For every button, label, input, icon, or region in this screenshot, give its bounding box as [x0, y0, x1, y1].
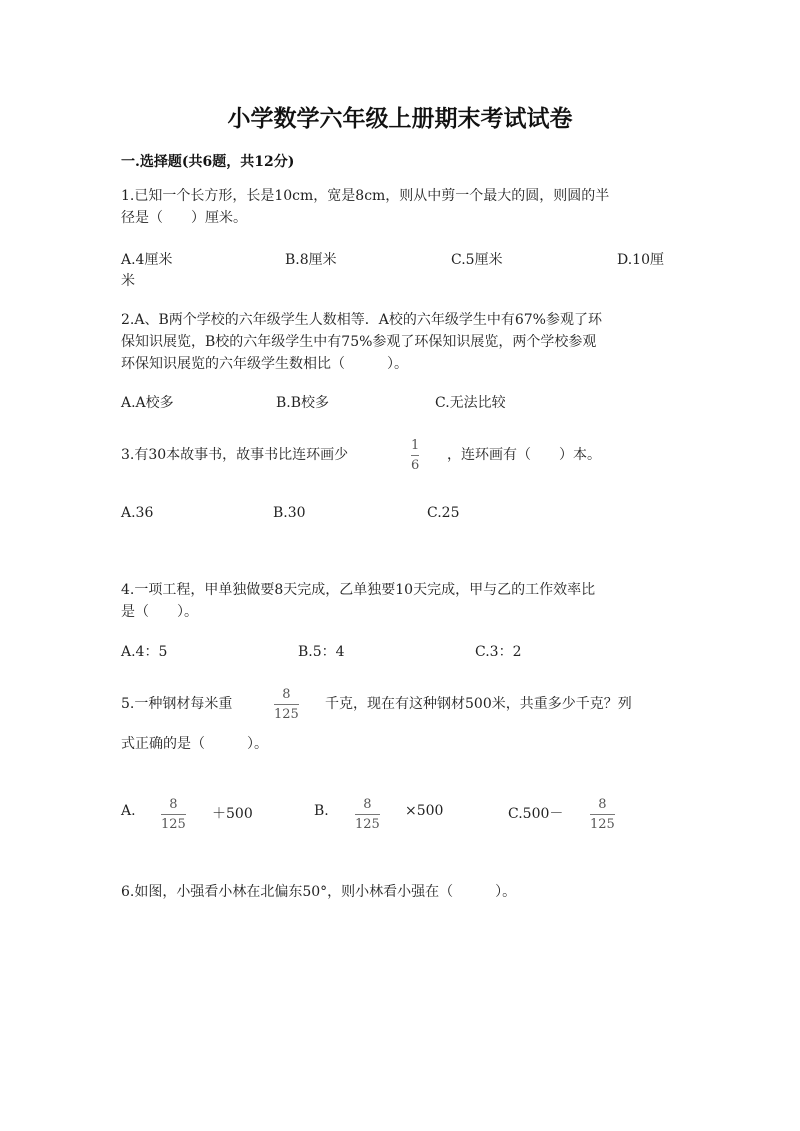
question-5-option-c-fraction	[590, 797, 615, 832]
fraction-bar	[274, 704, 299, 705]
fraction-denominator: 125	[590, 817, 615, 832]
question-5-text-before: 5.一种钢材每米重	[121, 696, 233, 712]
question-3-option-a: A.36	[121, 505, 154, 521]
question-5-text-after: 千克，现在有这种钢材500米，共重多少千克？列	[325, 696, 632, 712]
section-heading: 一.选择题(共6题，共12分)	[121, 154, 295, 170]
question-1-option-b: B.8厘米	[285, 252, 337, 268]
question-1-option-d: D.10厘	[617, 252, 664, 268]
question-4-line-2: 是（ ）。	[121, 604, 198, 620]
fraction-bar	[411, 455, 419, 456]
fraction-denominator: 125	[355, 817, 380, 832]
question-2-line-3: 环保知识展览的六年级学生数相比（ ）。	[121, 356, 408, 372]
question-4-option-a: A.4：5	[121, 644, 168, 660]
fraction-numerator: 8	[282, 687, 291, 702]
question-5-option-a-suffix: ＋500	[212, 806, 253, 822]
question-5-fraction	[274, 687, 299, 722]
question-5-option-a-fraction	[161, 797, 186, 832]
question-1-option-d-wrap: 米	[121, 273, 135, 289]
question-4-option-c: C.3：2	[475, 644, 522, 660]
question-5-option-b-suffix: ×500	[405, 803, 444, 819]
question-2-option-a: A.A校多	[121, 395, 174, 411]
question-3-option-c: C.25	[427, 505, 460, 521]
fraction-numerator: 8	[363, 797, 372, 812]
question-5-option-a-label: A.	[121, 803, 136, 819]
page-title: 小学数学六年级上册期末考试试卷	[227, 105, 573, 132]
question-1-line-2: 径是（ ）厘米。	[121, 210, 247, 226]
question-2-line-1: 2.A、B两个学校的六年级学生人数相等．A校的六年级学生中有67%参观了环	[121, 312, 602, 328]
question-1-line-1: 1.已知一个长方形，长是10cm，宽是8cm，则从中剪一个最大的圆，则圆的半	[121, 188, 610, 204]
question-4-option-b: B.5：4	[298, 644, 345, 660]
fraction-bar	[355, 814, 380, 815]
fraction-denominator: 125	[274, 707, 299, 722]
fraction-denominator: 6	[411, 458, 420, 473]
question-4-line-1: 4.一项工程，甲单独做要8天完成，乙单独要10天完成，甲与乙的工作效率比	[121, 582, 596, 598]
question-2-line-2: 保知识展览，B校的六年级学生中有75%参观了环保知识展览，两个学校参观	[121, 334, 597, 350]
fraction-numerator: 8	[169, 797, 178, 812]
question-5-option-b-label: B.	[314, 803, 329, 819]
question-3-text-before: 3.有30本故事书，故事书比连环画少	[121, 447, 349, 463]
question-3-fraction	[411, 438, 419, 473]
question-2-option-b: B.B校多	[276, 395, 330, 411]
question-2-option-c: C.无法比较	[435, 395, 506, 411]
fraction-bar	[590, 814, 615, 815]
question-1-option-c: C.5厘米	[451, 252, 503, 268]
fraction-numerator: 1	[411, 438, 420, 453]
question-5-line-2: 式正确的是（ ）。	[121, 736, 268, 752]
fraction-bar	[161, 814, 186, 815]
question-6-line-1: 6.如图，小强看小林在北偏东50°，则小林看小强在（ ）。	[121, 884, 517, 900]
fraction-denominator: 125	[161, 817, 186, 832]
fraction-numerator: 8	[598, 797, 607, 812]
question-3-option-b: B.30	[273, 505, 306, 521]
question-1-option-a: A.4厘米	[121, 252, 173, 268]
question-3-text-after: ，连环画有（ ）本。	[447, 447, 601, 463]
question-5-option-c-label: C.500－	[508, 806, 564, 822]
question-5-option-b-fraction	[355, 797, 380, 832]
